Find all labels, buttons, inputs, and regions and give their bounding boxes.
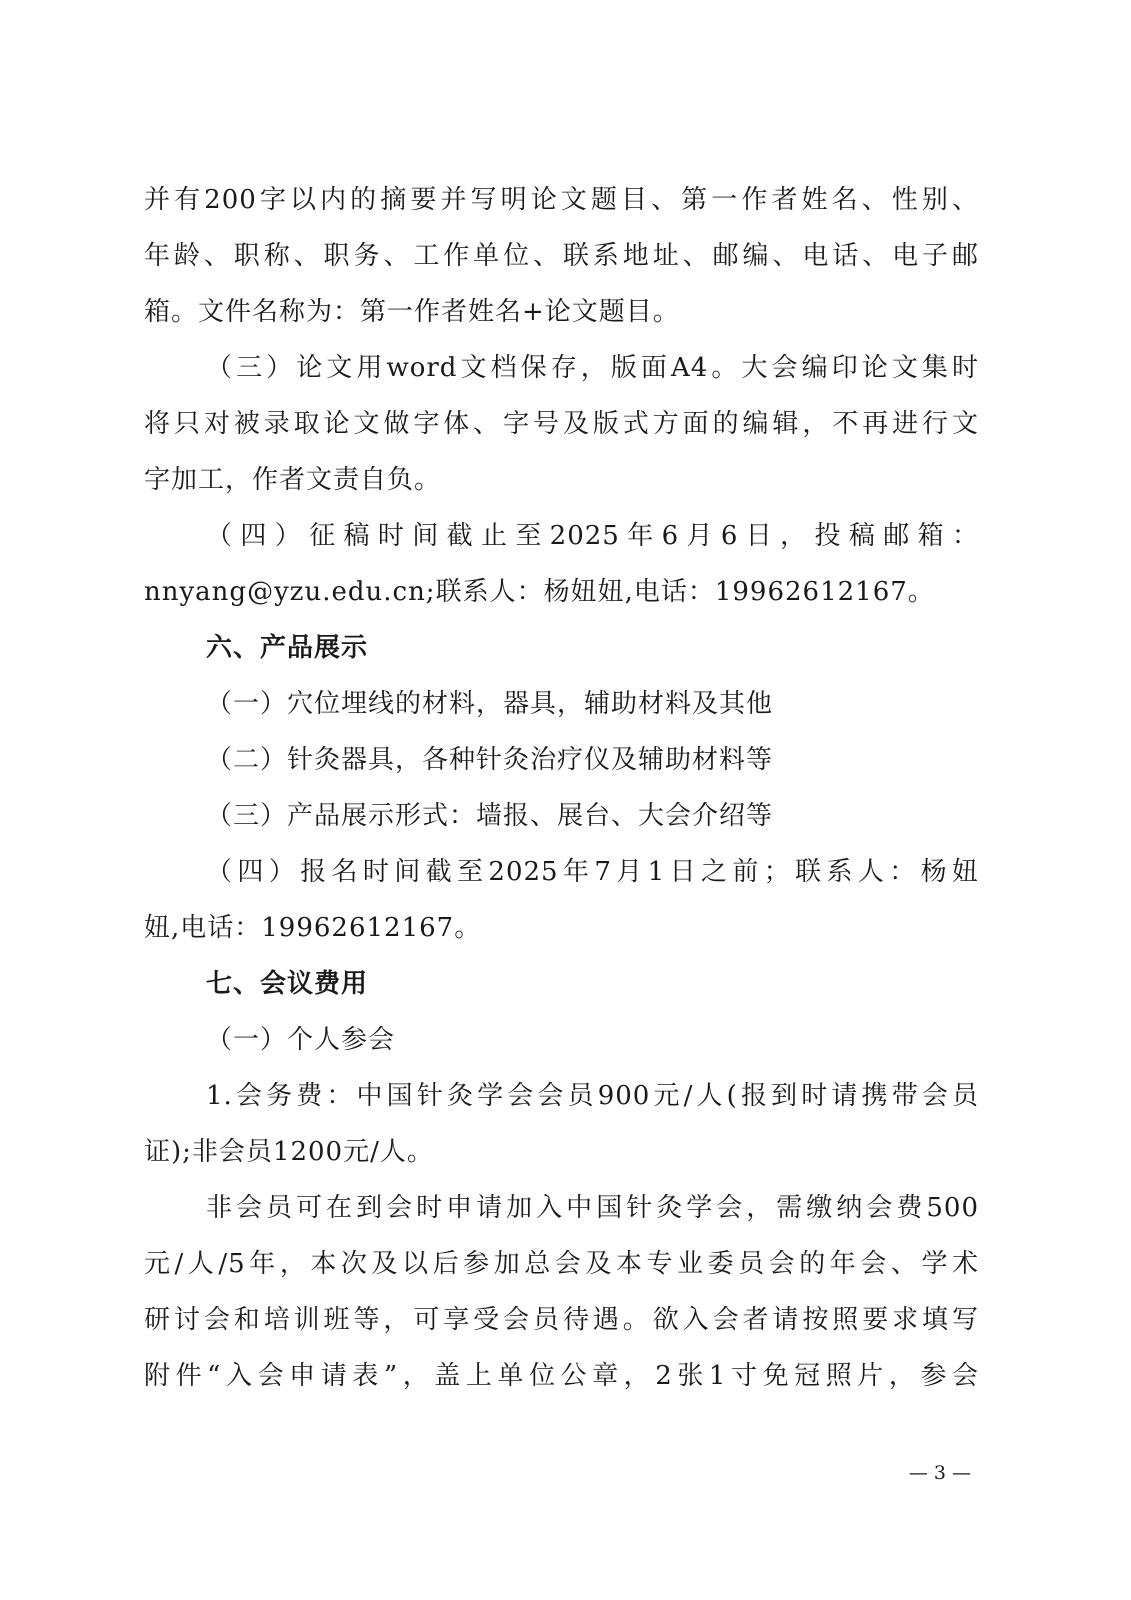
body-text-line: （四）报名时间截至2025年7月1日之前；联系人：杨妞 bbox=[206, 857, 979, 887]
body-text-line: 1.会务费：中国针灸学会会员900元/人(报到时请携带会员 bbox=[206, 1081, 979, 1111]
body-text-line: （三）产品展示形式：墙报、展台、大会介绍等 bbox=[206, 801, 774, 831]
body-text-line: nnyang@yzu.edu.cn;联系人：杨妞妞,电话：19962612167。 bbox=[144, 577, 935, 607]
body-text-line: （四）征稿时间截止至2025年6月6日，投稿邮箱： bbox=[206, 521, 979, 551]
body-text-line: 并有200字以内的摘要并写明论文题目、第一作者姓名、性别、 bbox=[144, 185, 979, 215]
body-text-line: 证);非会员1200元/人。 bbox=[144, 1137, 434, 1167]
body-text-line: 元/人/5年，本次及以后参加总会及本专业委员会的年会、学术 bbox=[144, 1249, 979, 1279]
page-number: — 3 — bbox=[908, 1462, 971, 1484]
body-text-line: 附件“入会申请表”，盖上单位公章，2张1寸免冠照片，参会 bbox=[144, 1361, 979, 1391]
body-text-line: （三）论文用word文档保存，版面A4。大会编印论文集时 bbox=[206, 353, 979, 383]
body-text-line: 字加工，作者文责自负。 bbox=[144, 465, 442, 495]
body-text-line: 妞,电话：19962612167。 bbox=[144, 913, 482, 943]
body-text-line: （一）穴位埋线的材料，器具，辅助材料及其他 bbox=[206, 689, 774, 719]
section-heading: 六、产品展示 bbox=[206, 633, 369, 663]
body-text-line: 研讨会和培训班等，可享受会员待遇。欲入会者请按照要求填写 bbox=[144, 1305, 979, 1335]
body-text-line: 年龄、职称、职务、工作单位、联系地址、邮编、电话、电子邮 bbox=[144, 241, 979, 271]
body-text-line: 将只对被录取论文做字体、字号及版式方面的编辑，不再进行文 bbox=[144, 409, 979, 439]
body-text-line: （一）个人参会 bbox=[206, 1025, 396, 1055]
body-text-line: 非会员可在到会时申请加入中国针灸学会，需缴纳会费500 bbox=[206, 1193, 979, 1223]
body-text-line: （二）针灸器具，各种针灸治疗仪及辅助材料等 bbox=[206, 745, 774, 775]
body-text-line: 箱。文件名称为：第一作者姓名+论文题目。 bbox=[144, 297, 680, 327]
section-heading: 七、会议费用 bbox=[206, 969, 369, 999]
